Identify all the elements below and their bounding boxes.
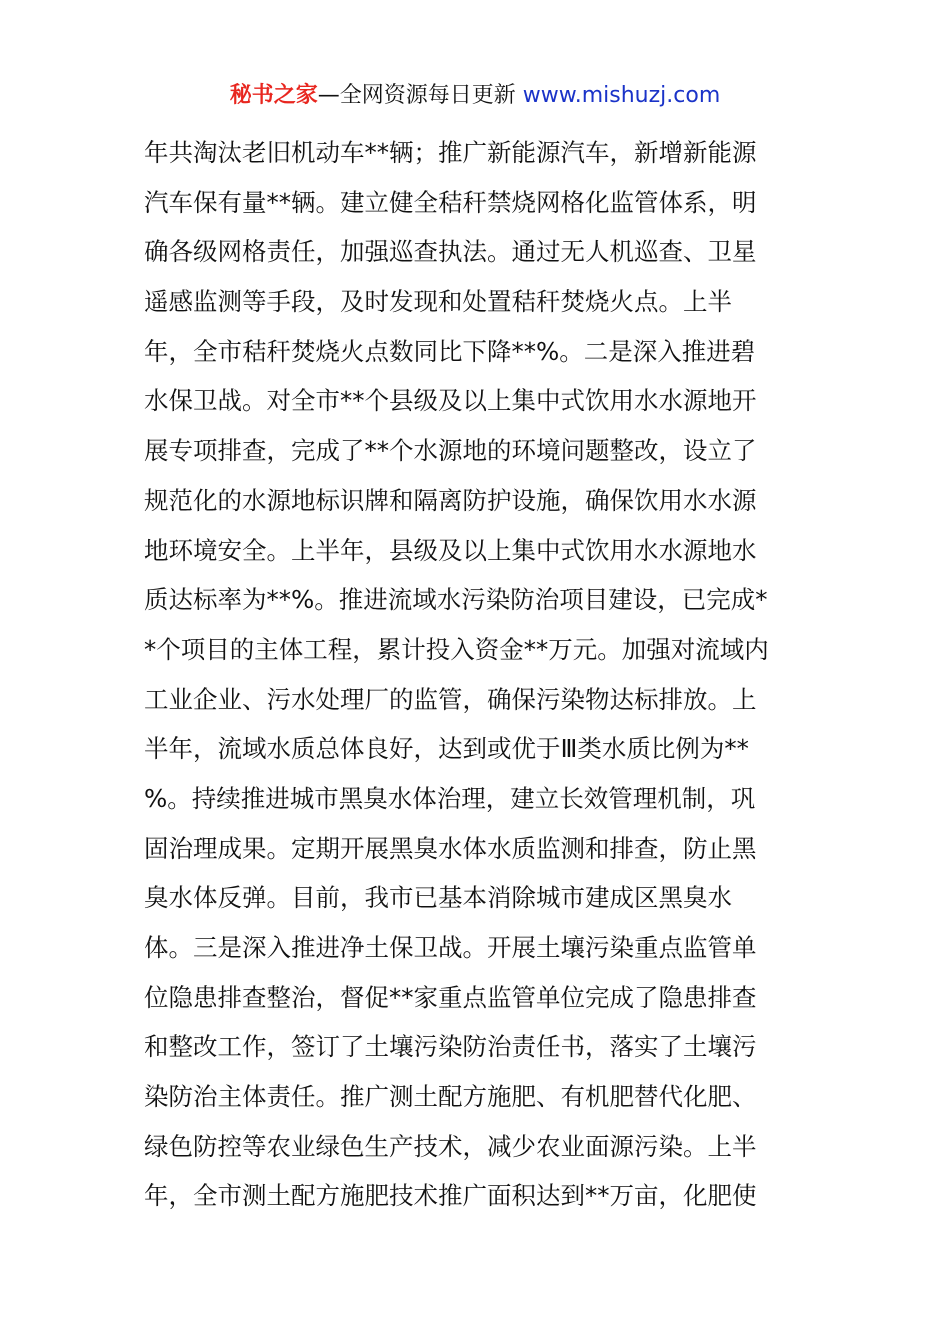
text-line: 年，全市秸秆焚烧火点数同比下降**%。二是深入推进碧 <box>144 336 756 366</box>
text-line: 质达标率为**%。推进流域水污染防治项目建设，已完成* <box>144 585 768 615</box>
text-line: 固治理成果。定期开展黑臭水体水质监测和排查，防止黑 <box>144 833 757 863</box>
header-tagline: —全网资源每日更新 <box>317 83 516 108</box>
text-line: 绿色防控等农业绿色生产技术，减少农业面源污染。上半 <box>144 1131 757 1161</box>
text-line: 年共淘汰老旧机动车**辆；推广新能源汽车，新增新能源 <box>144 138 757 167</box>
text-line: 位隐患排查整治，督促**家重点监管单位完成了隐患排查 <box>144 982 757 1012</box>
body-paragraph <box>144 128 814 1221</box>
text-line: 和整改工作，签订了土壤污染防治责任书，落实了土壤污 <box>144 1032 757 1062</box>
text-line: 展专项排查，完成了**个水源地的环境问题整改，设立了 <box>144 436 757 466</box>
text-line: 染防治主体责任。推广测土配方施肥、有机肥替代化肥、 <box>144 1082 757 1112</box>
text-line: 遥感监测等手段，及时发现和处置秸秆焚烧火点。上半 <box>144 287 732 317</box>
brand-name: 秘书之家 <box>229 83 318 108</box>
text-line: 工业企业、污水处理厂的监管，确保污染物达标排放。上 <box>144 684 757 714</box>
text-line: 水保卫战。对全市**个县级及以上集中式饮用水水源地开 <box>144 386 757 416</box>
text-line: 半年，流域水质总体良好，达到或优于Ⅲ类水质比例为** <box>144 734 749 764</box>
site-url-link[interactable]: www.mishuzj.com <box>522 83 721 108</box>
text-line: 汽车保有量**辆。建立健全秸秆禁烧网格化监管体系，明 <box>144 187 757 217</box>
text-line: 年，全市测土配方施肥技术推广面积达到**万亩，化肥使 <box>144 1181 757 1211</box>
text-line: 臭水体反弹。目前，我市已基本消除城市建成区黑臭水 <box>144 883 732 913</box>
text-line: 体。三是深入推进净土保卫战。开展土壤污染重点监管单 <box>144 933 757 962</box>
text-line: 地环境安全。上半年，县级及以上集中式饮用水水源地水 <box>144 535 757 565</box>
text-line: *个项目的主体工程，累计投入资金**万元。加强对流域内 <box>144 634 769 664</box>
text-line: %。持续推进城市黑臭水体治理，建立长效管理机制，巩 <box>144 783 756 813</box>
page-header <box>0 81 950 111</box>
text-line: 确各级网格责任，加强巡查执法。通过无人机巡查、卫星 <box>144 237 757 267</box>
text-line: 规范化的水源地标识牌和隔离防护设施，确保饮用水水源 <box>144 485 757 515</box>
